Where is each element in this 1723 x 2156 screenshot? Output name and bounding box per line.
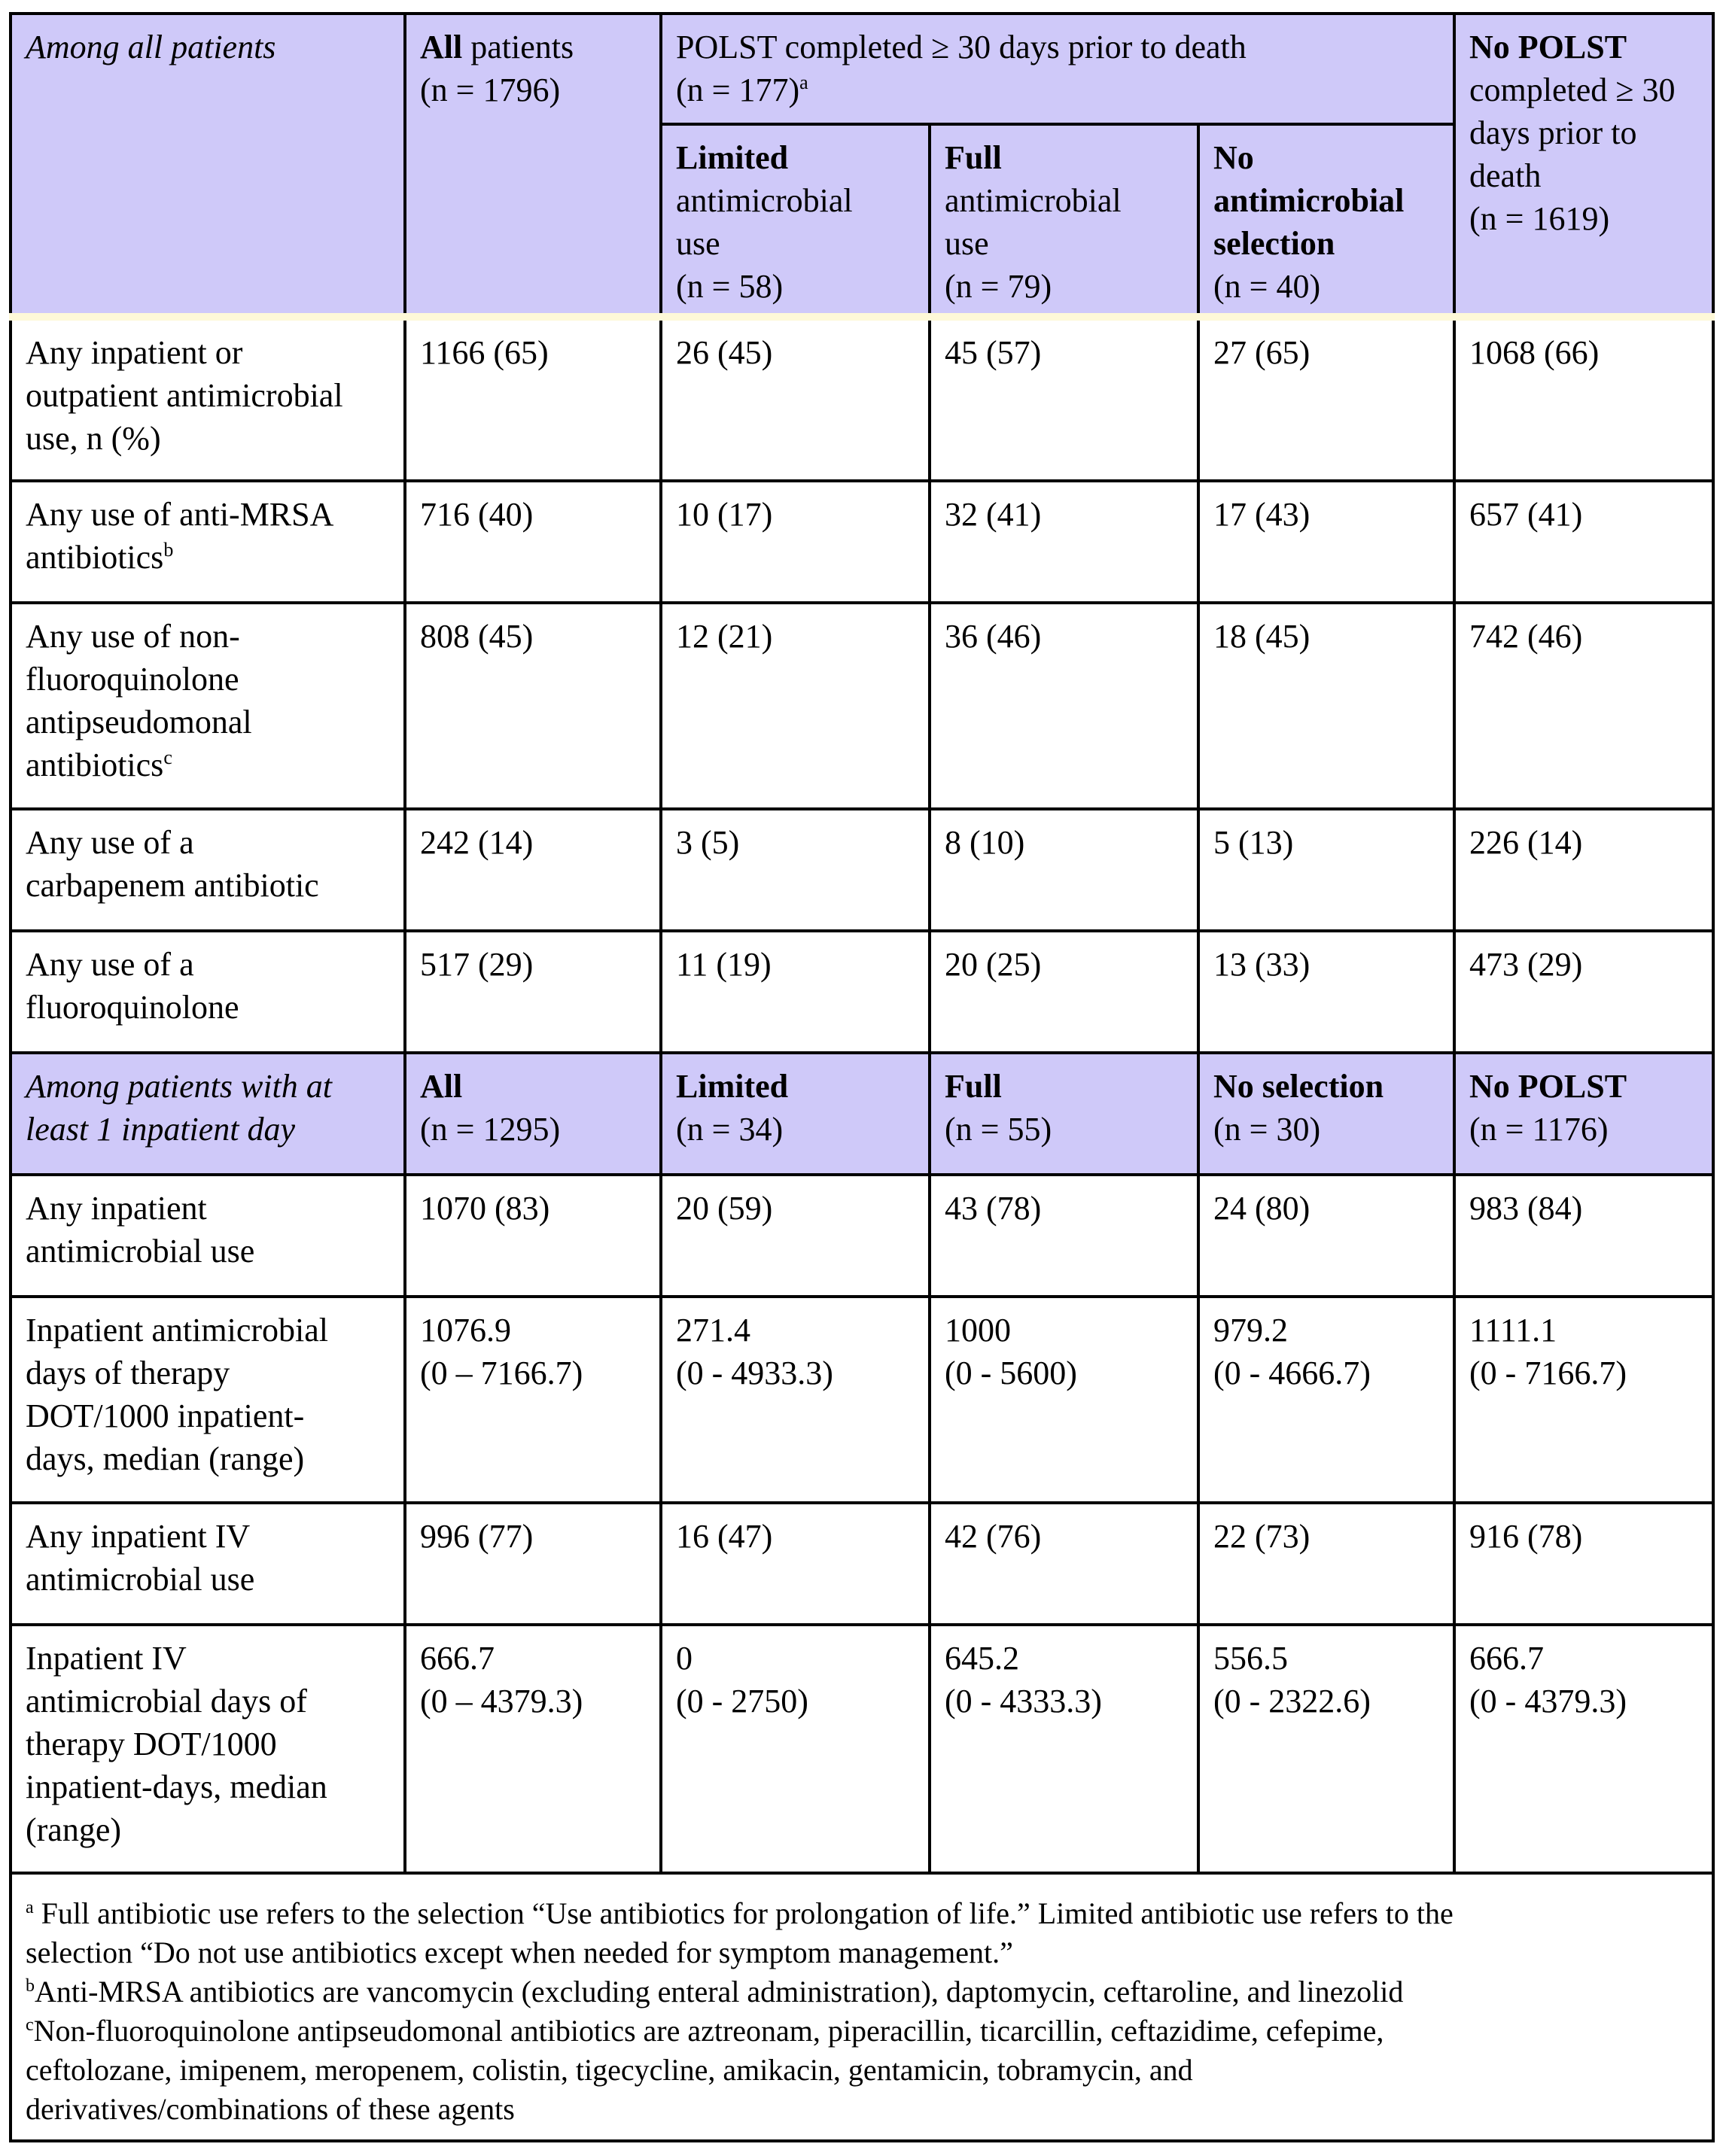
table-cell [661,1625,930,1873]
cell-line: Any inpatient [26,1190,207,1227]
table-cell: 11 (19) [661,931,930,1053]
table-row [11,317,1713,481]
footnote-a: $^a$ Full antibiotic use refers to the selection “Use antibiotics for prolongation of life.” Limited antibiotic use refers to the selection “Do not use antibiotics except when needed for symptom management.” [26,1896,1454,1969]
cell-line: 20 (59) [676,1190,773,1227]
cell-line: antibiotics [26,747,164,783]
table-cell: 742 (46) [1454,603,1713,809]
cell-line: Any use of a [26,946,194,983]
table-cell [661,1175,930,1297]
table-row [11,809,1713,931]
table-cell: 45 (57) [930,317,1198,481]
cell-line: therapy DOT/1000 [26,1726,277,1762]
section2-label [11,1053,405,1175]
table-row [11,1175,1713,1297]
cell-line: inpatient-days, median [26,1768,327,1805]
table-cell: 18 (45) [1198,603,1454,809]
cell-line: antimicrobial use [26,1233,255,1270]
cell-line: DOT/1000 inpatient- [26,1397,305,1434]
footnote-marker: b [163,539,174,561]
footnote-c: $^c$Non-fluoroquinolone antipseudomonal antibiotics are aztreonam, piperacillin, ticarcillin, ceftazidime, cefepime, ceftolozane, imipenem, meropenem, colistin, tigecycline, amikacin, gentamicin, tobramycin, and derivatives/combinations of these agents [26,2014,1384,2126]
cell-line: Inpatient IV [26,1640,187,1677]
table-cell [930,1625,1198,1873]
row-label [11,931,405,1053]
table-cell: 517 (29) [405,931,661,1053]
table-cell: 8 (10) [930,809,1198,931]
table-cell [405,1297,661,1503]
cell-line: (0 - 5600) [945,1355,1077,1391]
cell-line: (0 - 4666.7) [1213,1355,1371,1391]
table-cell [1454,1297,1713,1503]
cell-line: days, median (range) [26,1440,305,1477]
cell-line: (range) [26,1811,122,1848]
table-cell: 1166 (65) [405,317,661,481]
table-row [11,931,1713,1053]
row-label [11,1175,405,1297]
table-cell: 226 (14) [1454,809,1713,931]
cell-line: Any use of anti-MRSA [26,496,334,533]
table-cell: 36 (46) [930,603,1198,809]
row-label [11,481,405,603]
table-cell [1454,1175,1713,1297]
cell-line: (0 - 4379.3) [1469,1683,1627,1720]
header-all-patients: All patients (n = 1796) [405,14,661,317]
table-cell: 10 (17) [661,481,930,603]
table-cell [405,1625,661,1873]
cell-line: (0 - 2750) [676,1683,808,1720]
cell-line: fluoroquinolone [26,989,239,1026]
table-row [11,1503,1713,1625]
section2-header-cell: All (n = 1295) [405,1053,661,1175]
cell-line: outpatient antimicrobial [26,377,343,414]
table-cell: 473 (29) [1454,931,1713,1053]
row-label [11,317,405,481]
table-cell: 20 (25) [930,931,1198,1053]
cell-line: days of therapy [26,1355,230,1391]
header-no-polst: No POLST completed ≥ 30 days prior to death (n = 1619) [1454,14,1713,317]
header-limited: Limited antimicrobial use (n = 58) [661,124,930,317]
section2-header-row [11,1053,1713,1175]
table-cell: 26 (45) [661,317,930,481]
row-label [11,1625,405,1873]
cell-line: Any use of a [26,824,194,861]
table-cell [1198,1503,1454,1625]
cell-line: (0 - 4933.3) [676,1355,833,1391]
cell-line: antimicrobial days of [26,1683,307,1720]
cell-line: antipseudomonal [26,704,252,740]
cell-line: 22 (73) [1213,1518,1311,1555]
row-label [11,1297,405,1503]
cell-line: 42 (76) [945,1518,1042,1555]
cell-line: 0 [676,1640,693,1677]
table-cell: 3 (5) [661,809,930,931]
footnotes [11,1873,1713,2141]
table-cell: 657 (41) [1454,481,1713,603]
cell-line: 996 (77) [420,1518,534,1555]
cell-line: (0 – 7166.7) [420,1355,583,1391]
table-cell: 13 (33) [1198,931,1454,1053]
table-cell: 1068 (66) [1454,317,1713,481]
section1-label: Among all patients [11,14,405,317]
footnote-b: $^b$Anti-MRSA antibiotics are vancomycin (excluding enteral administration), daptomycin, ceftaroline, and linezolid [26,1975,1404,2009]
table-cell: 5 (13) [1198,809,1454,931]
table-row [11,481,1713,603]
table-cell [661,1503,930,1625]
cell-line: least 1 inpatient day [26,1111,296,1148]
cell-line: Any use of non- [26,618,240,655]
cell-line: 271.4 [676,1312,750,1349]
table-cell [405,1503,661,1625]
cell-line: 556.5 [1213,1640,1288,1677]
table-cell [930,1297,1198,1503]
table-cell [1198,1175,1454,1297]
results-table [9,12,1715,2142]
cell-line: (0 – 4379.3) [420,1683,583,1720]
cell-line: carbapenem antibiotic [26,867,319,904]
row-label [11,603,405,809]
row-label [11,809,405,931]
cell-line: 916 (78) [1469,1518,1583,1555]
cell-line: use, n (%) [26,420,161,457]
cell-line: (0 - 4333.3) [945,1683,1102,1720]
cell-line: 1076.9 [420,1312,511,1349]
table-cell: 32 (41) [930,481,1198,603]
table-cell [661,1297,930,1503]
cell-line: Inpatient antimicrobial [26,1312,328,1349]
header-full: Full antimicrobial use (n = 79) [930,124,1198,317]
cell-line: 1000 [945,1312,1011,1349]
table-row [11,1297,1713,1503]
cell-line: 1070 (83) [420,1190,550,1227]
table-cell [1454,1503,1713,1625]
header-polst: POLST completed ≥ 30 days prior to death (n = 177)$^a$ [661,14,1454,124]
cell-line: Any inpatient IV [26,1518,251,1555]
section2-header-cell: No selection (n = 30) [1198,1053,1454,1175]
table-row [11,1625,1713,1873]
cell-line: Among patients with at [26,1068,332,1105]
cell-line: 645.2 [945,1640,1019,1677]
cell-line: antibiotics [26,539,164,576]
header-no-selection: No antimicrobial selection (n = 40) [1198,124,1454,317]
table-cell: 808 (45) [405,603,661,809]
cell-line: 666.7 [1469,1640,1545,1677]
table-cell [1198,1625,1454,1873]
table-row [11,603,1713,809]
cell-line: 16 (47) [676,1518,773,1555]
table-cell [405,1175,661,1297]
footnote-marker: c [163,747,172,768]
table-cell: 716 (40) [405,481,661,603]
cell-line: 666.7 [420,1640,495,1677]
table-cell [930,1503,1198,1625]
table-cell: 242 (14) [405,809,661,931]
cell-line: 24 (80) [1213,1190,1311,1227]
cell-line: antimicrobial use [26,1561,255,1598]
cell-line: (0 - 7166.7) [1469,1355,1627,1391]
section2-header-cell: Limited (n = 34) [661,1053,930,1175]
cell-line: 983 (84) [1469,1190,1583,1227]
cell-line: Any inpatient or [26,334,243,371]
cell-line: 43 (78) [945,1190,1042,1227]
row-label [11,1503,405,1625]
cell-line: fluoroquinolone [26,661,239,698]
cell-line: 979.2 [1213,1312,1288,1349]
table-cell [1198,1297,1454,1503]
cell-line: (0 - 2322.6) [1213,1683,1371,1720]
table-cell: 17 (43) [1198,481,1454,603]
cell-line: 1111.1 [1469,1312,1557,1349]
section2-header-cell: Full (n = 55) [930,1053,1198,1175]
section2-header-cell: No POLST (n = 1176) [1454,1053,1713,1175]
table-cell: 12 (21) [661,603,930,809]
table-cell: 27 (65) [1198,317,1454,481]
table-cell [1454,1625,1713,1873]
footnotes-row [11,1873,1713,2141]
table-cell [930,1175,1198,1297]
